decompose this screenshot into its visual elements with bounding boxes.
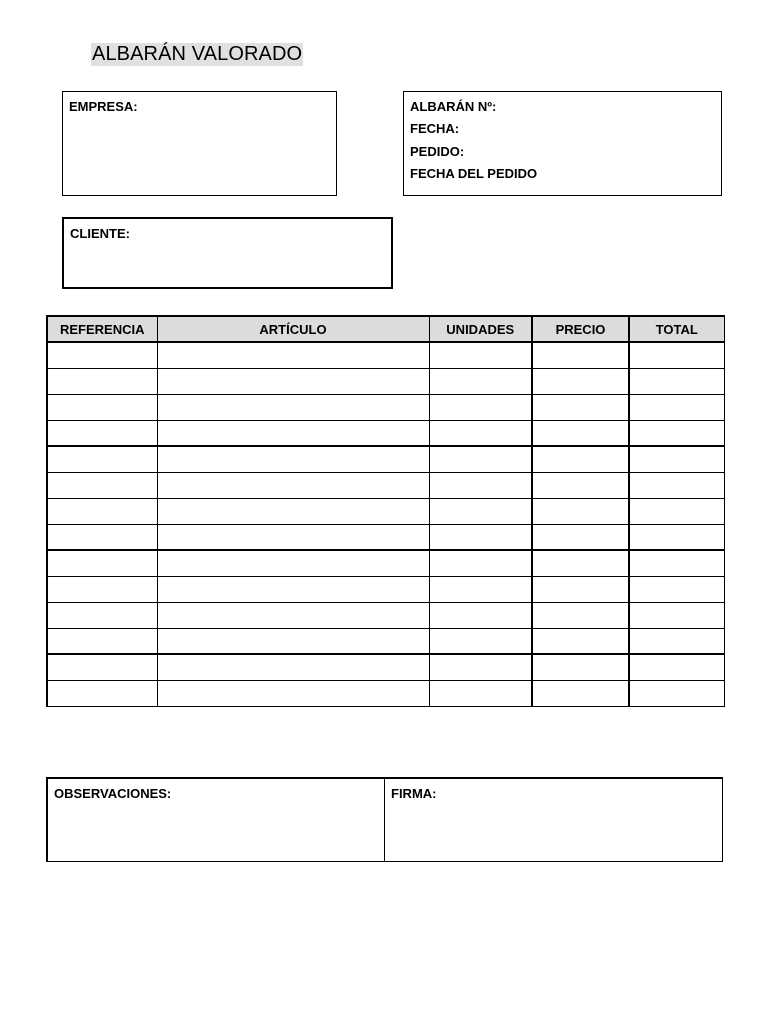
cell-articulo[interactable] [157, 472, 429, 498]
cell-articulo[interactable] [157, 576, 429, 602]
cell-referencia[interactable] [47, 680, 157, 706]
cell-precio[interactable] [532, 654, 629, 680]
fecha-pedido-label: FECHA DEL PEDIDO [410, 166, 538, 181]
cell-total[interactable] [629, 602, 724, 628]
cell-referencia[interactable] [47, 654, 157, 680]
cell-referencia[interactable] [47, 446, 157, 472]
table-row [47, 680, 724, 706]
cell-articulo[interactable] [157, 368, 429, 394]
cell-precio[interactable] [532, 394, 629, 420]
table-row [47, 628, 724, 654]
empresa-box[interactable] [62, 91, 337, 196]
cell-total[interactable] [629, 368, 724, 394]
cell-articulo[interactable] [157, 524, 429, 550]
cliente-box[interactable] [62, 217, 393, 289]
cell-referencia[interactable] [47, 550, 157, 576]
cell-unidades[interactable] [429, 576, 532, 602]
cell-unidades[interactable] [429, 394, 532, 420]
cell-precio[interactable] [532, 524, 629, 550]
cell-precio[interactable] [532, 680, 629, 706]
table-row [47, 498, 724, 524]
fecha-label: FECHA: [410, 121, 460, 136]
cell-total[interactable] [629, 472, 724, 498]
cell-articulo[interactable] [157, 420, 429, 446]
cell-articulo[interactable] [157, 394, 429, 420]
empresa-label: EMPRESA: [69, 99, 138, 114]
cell-precio[interactable] [532, 498, 629, 524]
cell-total[interactable] [629, 498, 724, 524]
cell-articulo[interactable] [157, 602, 429, 628]
cell-articulo[interactable] [157, 342, 429, 368]
cell-referencia[interactable] [47, 342, 157, 368]
cell-total[interactable] [629, 394, 724, 420]
table-row [47, 394, 724, 420]
cell-unidades[interactable] [429, 550, 532, 576]
cell-referencia[interactable] [47, 602, 157, 628]
firma-label: FIRMA: [391, 786, 437, 801]
cell-precio[interactable] [532, 550, 629, 576]
observaciones-label: OBSERVACIONES: [54, 786, 172, 801]
cell-total[interactable] [629, 654, 724, 680]
cell-unidades[interactable] [429, 602, 532, 628]
cell-precio[interactable] [532, 420, 629, 446]
column-header-referencia: REFERENCIA [47, 316, 157, 342]
cell-referencia[interactable] [47, 498, 157, 524]
column-header-total: TOTAL [629, 316, 724, 342]
cell-precio[interactable] [532, 446, 629, 472]
table-row [47, 550, 724, 576]
table-row [47, 420, 724, 446]
document-title: ALBARÁN VALORADO [92, 43, 303, 65]
cell-total[interactable] [629, 342, 724, 368]
cell-referencia[interactable] [47, 524, 157, 550]
firma-field[interactable] [385, 779, 722, 861]
cell-unidades[interactable] [429, 498, 532, 524]
cell-unidades[interactable] [429, 446, 532, 472]
cell-precio[interactable] [532, 628, 629, 654]
cell-total[interactable] [629, 524, 724, 550]
cell-precio[interactable] [532, 576, 629, 602]
column-header-unidades: UNIDADES [429, 316, 532, 342]
column-header-precio: PRECIO [532, 316, 629, 342]
cell-unidades[interactable] [429, 628, 532, 654]
albaran-number-label: ALBARÁN Nº: [410, 99, 497, 114]
column-header-articulo: ARTÍCULO [157, 316, 429, 342]
cell-unidades[interactable] [429, 524, 532, 550]
cell-precio[interactable] [532, 602, 629, 628]
cell-unidades[interactable] [429, 472, 532, 498]
cell-precio[interactable] [532, 368, 629, 394]
pedido-label: PEDIDO: [410, 144, 465, 159]
footer-box [46, 777, 723, 862]
cell-articulo[interactable] [157, 628, 429, 654]
cell-referencia[interactable] [47, 420, 157, 446]
cell-referencia[interactable] [47, 394, 157, 420]
cell-referencia[interactable] [47, 628, 157, 654]
cell-referencia[interactable] [47, 472, 157, 498]
cell-unidades[interactable] [429, 342, 532, 368]
cell-total[interactable] [629, 420, 724, 446]
table-row [47, 602, 724, 628]
albaran-info-box[interactable] [403, 91, 722, 196]
cell-unidades[interactable] [429, 680, 532, 706]
cell-articulo[interactable] [157, 498, 429, 524]
cell-unidades[interactable] [429, 654, 532, 680]
cell-precio[interactable] [532, 342, 629, 368]
cliente-label: CLIENTE: [70, 226, 130, 241]
cell-total[interactable] [629, 576, 724, 602]
cell-articulo[interactable] [157, 446, 429, 472]
table-header-row [47, 316, 724, 342]
cell-precio[interactable] [532, 472, 629, 498]
cell-referencia[interactable] [47, 368, 157, 394]
table-row [47, 368, 724, 394]
cell-articulo[interactable] [157, 550, 429, 576]
items-table [46, 315, 725, 707]
table-row [47, 576, 724, 602]
observaciones-field[interactable] [48, 779, 385, 861]
cell-total[interactable] [629, 446, 724, 472]
cell-total[interactable] [629, 628, 724, 654]
table-row [47, 524, 724, 550]
cell-total[interactable] [629, 550, 724, 576]
cell-unidades[interactable] [429, 420, 532, 446]
table-row [47, 654, 724, 680]
table-row [47, 446, 724, 472]
cell-articulo[interactable] [157, 680, 429, 706]
cell-referencia[interactable] [47, 576, 157, 602]
table-row [47, 342, 724, 368]
cell-unidades[interactable] [429, 368, 532, 394]
table-row [47, 472, 724, 498]
cell-total[interactable] [629, 680, 724, 706]
cell-articulo[interactable] [157, 654, 429, 680]
